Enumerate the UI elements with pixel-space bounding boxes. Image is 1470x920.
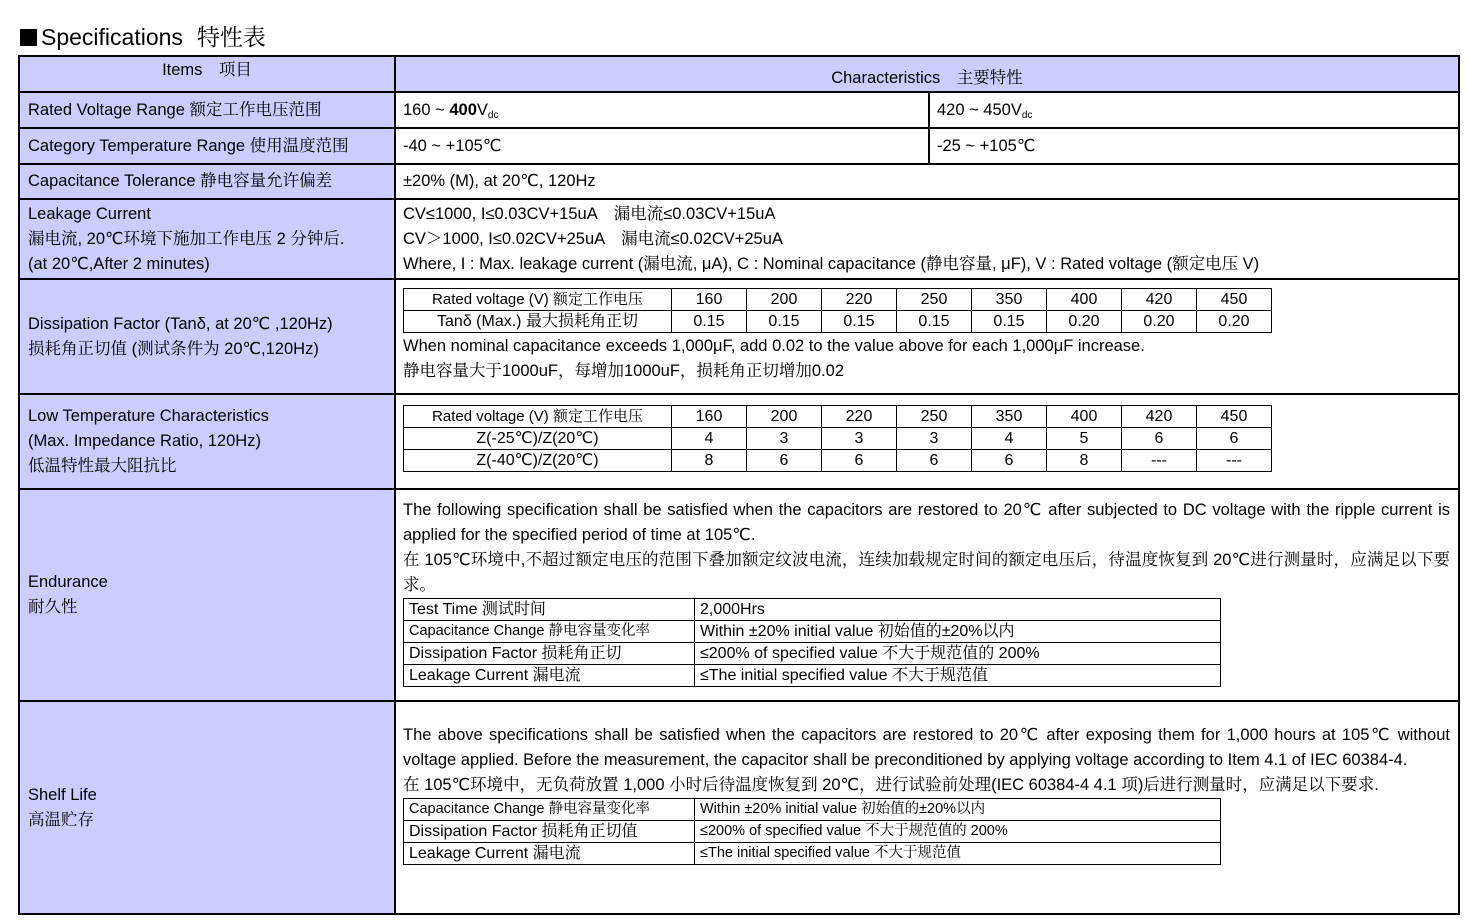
- rated-voltage-v2: 420 ~ 450V: [937, 100, 1022, 119]
- low-temp-label-line: Low Temperature Characteristics: [28, 407, 269, 425]
- low-temp-voltage-label: Rated voltage (V) 额定工作电压: [404, 406, 672, 428]
- endurance-label-line: Endurance: [28, 573, 108, 591]
- low-temp-voltage-cell: 420: [1122, 406, 1197, 428]
- table-row: [404, 665, 1221, 687]
- rated-voltage-row: [19, 92, 1459, 128]
- endurance-label: [19, 489, 395, 701]
- header-characteristics: Characteristics 主要特性: [395, 56, 1459, 92]
- low-temp-row1-cell: 6: [1197, 428, 1272, 450]
- shelf-life-val: ≤200% of specified value 不大于规范值的 200%: [695, 821, 1221, 843]
- dissipation-voltage-cell: 450: [1197, 289, 1272, 311]
- dissipation-label-line: Dissipation Factor (Tanδ, at 20℃ ,120Hz): [28, 314, 333, 333]
- low-temp-row1-cell: 3: [897, 428, 972, 450]
- low-temperature-label: [19, 394, 395, 489]
- rated-voltage-label: Rated Voltage Range 额定工作电压范围: [19, 92, 395, 128]
- dissipation-tan-cell: 0.15: [822, 311, 897, 333]
- leakage-line-3: Where, I : Max. leakage current (漏电流, μA), C : Nominal capacitance (静电容量, μF), V : Rated voltage (额定电压 V): [403, 254, 1260, 273]
- low-temp-row1-cell: 4: [972, 428, 1047, 450]
- endurance-table: [403, 598, 1221, 687]
- low-temp-voltage-cell: 450: [1197, 406, 1272, 428]
- shelf-life-table: [403, 798, 1221, 865]
- dissipation-tan-cell: 0.20: [1197, 311, 1272, 333]
- dissipation-tan-label: Tanδ (Max.) 最大损耗角正切: [404, 311, 672, 333]
- dissipation-voltage-cell: 220: [822, 289, 897, 311]
- leakage-line-1: [403, 202, 1458, 227]
- low-temp-voltage-cell: 400: [1047, 406, 1122, 428]
- dissipation-voltage-cell: 400: [1047, 289, 1122, 311]
- low-temp-row1-cell: 3: [822, 428, 897, 450]
- low-temp-voltage-cell: 220: [822, 406, 897, 428]
- low-temp-row1-cell: 3: [747, 428, 822, 450]
- page-title: [20, 20, 266, 54]
- dissipation-tan-cell: 0.15: [747, 311, 822, 333]
- low-temp-row2-cell: 8: [672, 450, 747, 472]
- capacitance-tolerance-value: ±20% (M), at 20℃, 120Hz: [395, 164, 1459, 199]
- low-temp-voltage-cell: 200: [747, 406, 822, 428]
- low-temp-voltage-cell: 160: [672, 406, 747, 428]
- low-temp-row2-cell: 8: [1047, 450, 1122, 472]
- dissipation-tan-cell: 0.20: [1122, 311, 1197, 333]
- low-temp-row2-cell: 6: [972, 450, 1047, 472]
- rated-voltage-v1-prefix: 160 ~: [403, 100, 450, 119]
- dissipation-voltage-cell: 200: [747, 289, 822, 311]
- dissipation-voltage-cell: 160: [672, 289, 747, 311]
- endurance-key: Leakage Current 漏电流: [404, 665, 695, 687]
- shelf-life-row: [19, 701, 1459, 914]
- dissipation-factor-label: [19, 279, 395, 394]
- endurance-desc-cn: 在 105℃环境中,不超过额定电压的范围下叠加额定纹波电流，连续加载规定时间的额定电压后，待温度恢复到 20℃进行测量时，应满足以下要求。: [403, 551, 1450, 594]
- rated-voltage-v1-sub: dc: [487, 109, 499, 121]
- table-row: [404, 621, 1221, 643]
- leakage-line-2-en: CV＞1000, I≤0.02CV+25uA: [403, 229, 606, 248]
- low-temp-label-line: 低温特性最大阻抗比: [28, 457, 177, 475]
- dissipation-voltage-cell: 250: [897, 289, 972, 311]
- low-temp-row2-cell: 6: [897, 450, 972, 472]
- endurance-value: [395, 489, 1459, 701]
- shelf-life-label-line: Shelf Life: [28, 785, 97, 804]
- shelf-life-label-line: 高温贮存: [28, 810, 94, 829]
- dissipation-table: [403, 288, 1272, 333]
- capacitance-tolerance-row: [19, 164, 1459, 199]
- leakage-line-2: [403, 227, 1458, 252]
- shelf-life-desc-cn: 在 105℃环境中，无负荷放置 1,000 小时后待温度恢复到 20℃，进行试验前处理(IEC 60384-4 4.1 项)后进行测量时，应满足以下要求.: [403, 776, 1379, 794]
- low-temp-row1-cell: 5: [1047, 428, 1122, 450]
- dissipation-factor-row: [19, 279, 1459, 394]
- dissipation-note-en: When nominal capacitance exceeds 1,000μF, add 0.02 to the value above for each 1,000μF increase.: [403, 337, 1145, 355]
- dissipation-label-line: 损耗角正切值 (测试条件为 20℃,120Hz): [28, 339, 319, 358]
- rated-voltage-value-1: [395, 92, 929, 128]
- category-temperature-value-1: -40 ~ +105℃: [395, 128, 929, 164]
- shelf-life-key: Leakage Current 漏电流: [404, 843, 695, 865]
- leakage-label-line: 漏电流, 20℃环境下施加工作电压 2 分钟后.: [28, 229, 345, 248]
- rated-voltage-v1-bold: 400: [449, 100, 477, 119]
- endurance-val: ≤200% of specified value 不大于规范值的 200%: [695, 643, 1221, 665]
- shelf-life-key: Dissipation Factor 损耗角正切值: [404, 821, 695, 843]
- low-temp-row2-cell: 6: [747, 450, 822, 472]
- category-temperature-label: Category Temperature Range 使用温度范围: [19, 128, 395, 164]
- dissipation-note-cn: 静电容量大于1000uF，每增加1000uF，损耗角正切增加0.02: [403, 362, 845, 380]
- shelf-life-desc-en: The above specifications shall be satisfied when the capacitors are restored to 20℃ after exposing them for 1,000 hours at 105℃ without voltage applied. Before the measurement, the capacitor shall be preconditioned by applying voltage according to Item 4.1 of IEC 60384-4.: [403, 726, 1450, 769]
- shelf-life-val: Within ±20% initial value 初始值的±20%以内: [695, 799, 1221, 821]
- table-row: [404, 843, 1221, 865]
- low-temperature-table: [403, 405, 1272, 472]
- dissipation-tan-cell: 0.15: [972, 311, 1047, 333]
- low-temp-voltage-cell: 250: [897, 406, 972, 428]
- leakage-label-line: Leakage Current: [28, 204, 151, 223]
- low-temp-voltage-cell: 350: [972, 406, 1047, 428]
- shelf-life-label: [19, 701, 395, 914]
- capacitance-tolerance-label: Capacitance Tolerance 静电容量允许偏差: [19, 164, 395, 199]
- dissipation-tan-cell: 0.20: [1047, 311, 1122, 333]
- endurance-label-line: 耐久性: [28, 598, 78, 616]
- dissipation-tan-cell: 0.15: [897, 311, 972, 333]
- leakage-line-1-cn: 漏电流≤0.03CV+15uA: [613, 204, 776, 223]
- dissipation-tan-cell: 0.15: [672, 311, 747, 333]
- table-row: [404, 799, 1221, 821]
- table-row: [404, 643, 1221, 665]
- dissipation-voltage-cell: 420: [1122, 289, 1197, 311]
- shelf-life-key: Capacitance Change 静电容量变化率: [404, 799, 695, 821]
- category-temperature-value-2: -25 ~ +105℃: [929, 128, 1459, 164]
- shelf-life-val: ≤The initial specified value 不大于规范值: [695, 843, 1221, 865]
- rated-voltage-v2-sub: dc: [1021, 109, 1033, 121]
- black-square-icon: [20, 29, 37, 46]
- dissipation-voltage-label: Rated voltage (V) 额定工作电压: [404, 289, 672, 311]
- low-temp-label-line: (Max. Impedance Ratio, 120Hz): [28, 432, 261, 450]
- page-title-cn: 特性表: [196, 24, 266, 50]
- endurance-key: Capacitance Change 静电容量变化率: [404, 621, 695, 643]
- leakage-line-2-cn: 漏电流≤0.02CV+25uA: [621, 229, 783, 248]
- rated-voltage-value-2: [929, 92, 1459, 128]
- leakage-label-line: (at 20℃,After 2 minutes): [28, 254, 210, 273]
- specifications-table: [18, 55, 1460, 915]
- endurance-key: Test Time 测试时间: [404, 599, 695, 621]
- low-temperature-value: [395, 394, 1459, 489]
- low-temp-row2-cell: ---: [1122, 450, 1197, 472]
- table-header-row: [19, 56, 1459, 92]
- low-temp-row1-cell: 6: [1122, 428, 1197, 450]
- low-temp-row2-cell: ---: [1197, 450, 1272, 472]
- low-temp-row2-cell: 6: [822, 450, 897, 472]
- endurance-val: Within ±20% initial value 初始值的±20%以内: [695, 621, 1221, 643]
- leakage-line-1-en: CV≤1000, I≤0.03CV+15uA: [403, 204, 598, 223]
- low-temp-row2-label: Z(-40℃)/Z(20℃): [404, 450, 672, 472]
- dissipation-voltage-cell: 350: [972, 289, 1047, 311]
- leakage-current-value: [395, 199, 1459, 279]
- leakage-current-row: [19, 199, 1459, 279]
- header-items: Items 项目: [19, 56, 395, 92]
- low-temperature-row: [19, 394, 1459, 489]
- endurance-val: ≤The initial specified value 不大于规范值: [695, 665, 1221, 687]
- endurance-desc-en: The following specification shall be satisfied when the capacitors are restored to 20℃ after subjected to DC voltage with the ripple current is applied for the specified period of time at 105℃.: [403, 501, 1450, 544]
- category-temperature-row: [19, 128, 1459, 164]
- low-temp-row1-cell: 4: [672, 428, 747, 450]
- low-temp-row1-label: Z(-25℃)/Z(20℃): [404, 428, 672, 450]
- shelf-life-value: [395, 701, 1459, 914]
- endurance-val: 2,000Hrs: [695, 599, 1221, 621]
- dissipation-factor-value: [395, 279, 1459, 394]
- endurance-row: [19, 489, 1459, 701]
- endurance-key: Dissipation Factor 损耗角正切: [404, 643, 695, 665]
- rated-voltage-v1-unit: V: [476, 100, 488, 119]
- page-title-en: Specifications: [41, 24, 183, 50]
- table-row: [404, 821, 1221, 843]
- table-row: [404, 599, 1221, 621]
- leakage-current-label: [19, 199, 395, 279]
